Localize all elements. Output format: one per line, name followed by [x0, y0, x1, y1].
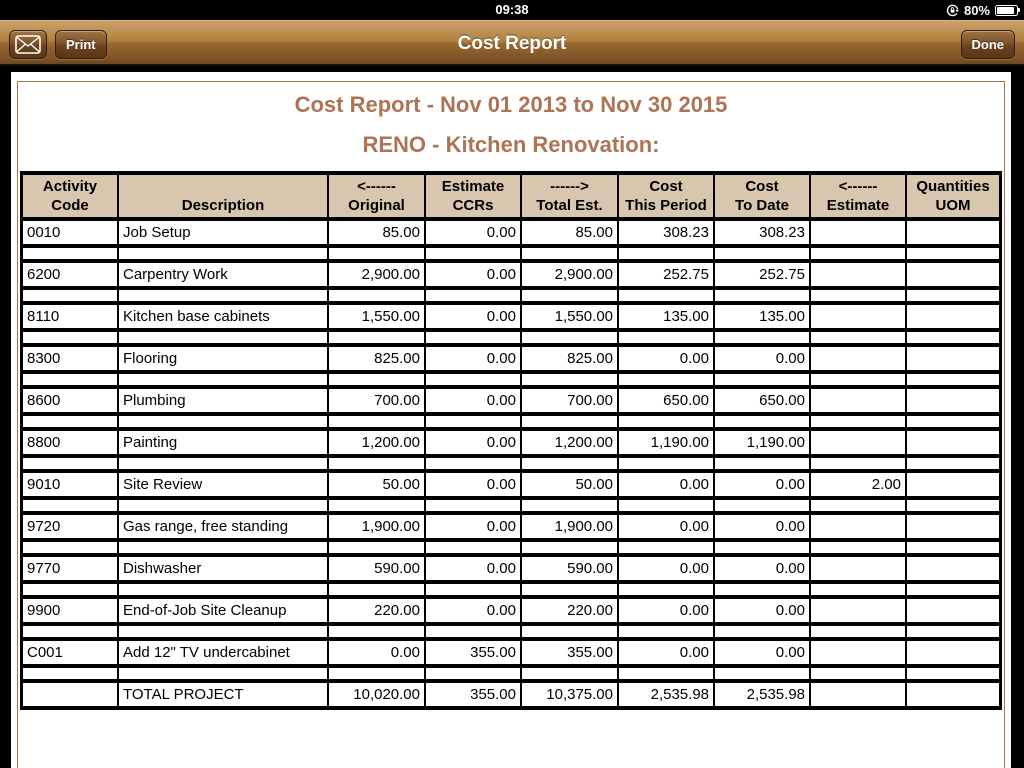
spacer-cell-total-est — [521, 540, 618, 555]
spacer-cell-quantities-uom — [906, 414, 1000, 429]
cell-total-est: 590.00 — [521, 555, 618, 582]
table-row — [22, 261, 1000, 288]
cell-cost-to-date: 308.23 — [714, 219, 810, 246]
header-row — [22, 173, 1000, 219]
cell-cost-this-period: 650.00 — [618, 387, 714, 414]
cell-estimate — [810, 387, 906, 414]
spacer-cell-estimate-ccrs — [425, 246, 521, 261]
rotation-lock-icon — [946, 4, 959, 17]
spacer-cell-cost-this-period — [618, 582, 714, 597]
table-body — [22, 219, 1000, 708]
spacer-cell-estimate — [810, 582, 906, 597]
spacer-cell-estimate — [810, 624, 906, 639]
spacer-cell-cost-this-period — [618, 414, 714, 429]
spacer-row — [22, 288, 1000, 303]
cell-activity-code: 6200 — [22, 261, 118, 288]
spacer-cell-estimate-ccrs — [425, 498, 521, 513]
spacer-row — [22, 372, 1000, 387]
cell-original: 825.00 — [328, 345, 425, 372]
spacer-cell-original — [328, 540, 425, 555]
clock: 09:38 — [495, 2, 529, 17]
cell-original: 700.00 — [328, 387, 425, 414]
spacer-cell-cost-to-date — [714, 624, 810, 639]
cell-quantities-uom — [906, 429, 1000, 456]
spacer-cell-total-est — [521, 414, 618, 429]
cell-estimate — [810, 681, 906, 708]
spacer-cell-estimate-ccrs — [425, 582, 521, 597]
cell-description: End-of-Job Site Cleanup — [118, 597, 328, 624]
cell-estimate-ccrs: 0.00 — [425, 429, 521, 456]
spacer-cell-activity-code — [22, 456, 118, 471]
cell-cost-to-date: 1,190.00 — [714, 429, 810, 456]
header-estimate-ccrs: Estimate CCRs — [425, 173, 521, 219]
spacer-cell-activity-code — [22, 582, 118, 597]
battery-percent: 80% — [963, 2, 990, 18]
cell-estimate-ccrs: 355.00 — [425, 639, 521, 666]
envelope-icon — [15, 35, 41, 54]
toolbar — [0, 20, 1024, 66]
cell-activity-code: 8110 — [22, 303, 118, 330]
print-button[interactable]: Print — [55, 30, 107, 59]
cell-total-est: 1,550.00 — [521, 303, 618, 330]
total-row — [22, 681, 1000, 708]
spacer-cell-estimate — [810, 456, 906, 471]
cell-cost-this-period: 0.00 — [618, 345, 714, 372]
spacer-cell-original — [328, 624, 425, 639]
cell-total-est: 700.00 — [521, 387, 618, 414]
spacer-cell-estimate — [810, 330, 906, 345]
spacer-cell-total-est — [521, 666, 618, 681]
cell-quantities-uom — [906, 471, 1000, 498]
spacer-cell-description — [118, 372, 328, 387]
cell-total-est: 825.00 — [521, 345, 618, 372]
cell-estimate — [810, 555, 906, 582]
cell-total-est: 85.00 — [521, 219, 618, 246]
spacer-row — [22, 624, 1000, 639]
spacer-cell-description — [118, 288, 328, 303]
spacer-cell-cost-to-date — [714, 540, 810, 555]
cell-cost-this-period: 0.00 — [618, 555, 714, 582]
spacer-cell-estimate — [810, 498, 906, 513]
table-row — [22, 639, 1000, 666]
table-row — [22, 219, 1000, 246]
cell-cost-this-period: 0.00 — [618, 639, 714, 666]
cost-table — [20, 171, 1002, 710]
spacer-row — [22, 414, 1000, 429]
cell-description: Kitchen base cabinets — [118, 303, 328, 330]
cell-estimate-ccrs: 0.00 — [425, 555, 521, 582]
report-subtitle: RENO - Kitchen Renovation: — [362, 132, 660, 157]
spacer-cell-total-est — [521, 582, 618, 597]
battery-icon — [995, 5, 1018, 16]
mail-button[interactable] — [9, 30, 47, 59]
cell-activity-code: 9770 — [22, 555, 118, 582]
header-total-est: ------> Total Est. — [521, 173, 618, 219]
spacer-cell-cost-this-period — [618, 498, 714, 513]
spacer-cell-activity-code — [22, 414, 118, 429]
spacer-row — [22, 582, 1000, 597]
spacer-cell-cost-to-date — [714, 414, 810, 429]
cell-estimate-ccrs: 0.00 — [425, 345, 521, 372]
cell-estimate — [810, 219, 906, 246]
spacer-cell-cost-this-period — [618, 330, 714, 345]
cell-estimate-ccrs: 0.00 — [425, 471, 521, 498]
spacer-cell-cost-this-period — [618, 540, 714, 555]
spacer-cell-original — [328, 414, 425, 429]
spacer-cell-estimate — [810, 288, 906, 303]
spacer-cell-estimate-ccrs — [425, 414, 521, 429]
report-title: Cost Report - Nov 01 2013 to Nov 30 2015 — [294, 92, 728, 117]
cell-estimate-ccrs: 0.00 — [425, 219, 521, 246]
cell-cost-this-period: 252.75 — [618, 261, 714, 288]
table-row — [22, 345, 1000, 372]
spacer-cell-total-est — [521, 246, 618, 261]
table-row — [22, 471, 1000, 498]
table-row — [22, 513, 1000, 540]
cell-estimate — [810, 429, 906, 456]
cell-activity-code: 8300 — [22, 345, 118, 372]
cell-cost-this-period: 2,535.98 — [618, 681, 714, 708]
cell-quantities-uom — [906, 387, 1000, 414]
cell-original: 85.00 — [328, 219, 425, 246]
spacer-cell-estimate — [810, 414, 906, 429]
spacer-row — [22, 246, 1000, 261]
spacer-cell-original — [328, 288, 425, 303]
spacer-cell-original — [328, 456, 425, 471]
spacer-cell-description — [118, 246, 328, 261]
spacer-row — [22, 498, 1000, 513]
spacer-cell-original — [328, 246, 425, 261]
spacer-cell-cost-to-date — [714, 666, 810, 681]
spacer-cell-activity-code — [22, 288, 118, 303]
cell-estimate — [810, 597, 906, 624]
cell-estimate-ccrs: 0.00 — [425, 303, 521, 330]
table-row — [22, 303, 1000, 330]
cell-cost-to-date: 2,535.98 — [714, 681, 810, 708]
spacer-cell-estimate-ccrs — [425, 288, 521, 303]
spacer-cell-cost-this-period — [618, 246, 714, 261]
spacer-cell-cost-this-period — [618, 288, 714, 303]
cell-cost-to-date: 0.00 — [714, 513, 810, 540]
spacer-row — [22, 666, 1000, 681]
cell-estimate — [810, 261, 906, 288]
spacer-cell-activity-code — [22, 498, 118, 513]
spacer-cell-total-est — [521, 330, 618, 345]
cell-cost-to-date: 0.00 — [714, 555, 810, 582]
spacer-cell-cost-to-date — [714, 330, 810, 345]
spacer-cell-description — [118, 498, 328, 513]
spacer-cell-cost-to-date — [714, 246, 810, 261]
cell-cost-to-date: 0.00 — [714, 639, 810, 666]
spacer-cell-activity-code — [22, 666, 118, 681]
cell-cost-this-period: 0.00 — [618, 471, 714, 498]
spacer-cell-original — [328, 582, 425, 597]
cell-description: Plumbing — [118, 387, 328, 414]
cell-cost-to-date: 252.75 — [714, 261, 810, 288]
report-frame — [17, 81, 1005, 768]
spacer-cell-total-est — [521, 456, 618, 471]
spacer-cell-total-est — [521, 624, 618, 639]
spacer-cell-total-est — [521, 372, 618, 387]
spacer-cell-estimate-ccrs — [425, 540, 521, 555]
spacer-cell-original — [328, 372, 425, 387]
table-row — [22, 555, 1000, 582]
cell-quantities-uom — [906, 261, 1000, 288]
cell-activity-code: 9720 — [22, 513, 118, 540]
cell-cost-to-date: 0.00 — [714, 597, 810, 624]
cell-cost-this-period: 135.00 — [618, 303, 714, 330]
cell-description: TOTAL PROJECT — [118, 681, 328, 708]
cell-activity-code: C001 — [22, 639, 118, 666]
spacer-cell-activity-code — [22, 540, 118, 555]
spacer-cell-estimate-ccrs — [425, 372, 521, 387]
cell-original: 1,900.00 — [328, 513, 425, 540]
table-row — [22, 429, 1000, 456]
spacer-cell-quantities-uom — [906, 246, 1000, 261]
cell-estimate — [810, 303, 906, 330]
header-estimate: <------ Estimate — [810, 173, 906, 219]
cell-quantities-uom — [906, 303, 1000, 330]
cell-description: Painting — [118, 429, 328, 456]
cell-estimate-ccrs: 0.00 — [425, 597, 521, 624]
spacer-cell-activity-code — [22, 372, 118, 387]
spacer-cell-cost-to-date — [714, 456, 810, 471]
cell-quantities-uom — [906, 639, 1000, 666]
spacer-cell-description — [118, 624, 328, 639]
done-button[interactable]: Done — [961, 30, 1016, 59]
spacer-cell-description — [118, 414, 328, 429]
spacer-cell-cost-to-date — [714, 288, 810, 303]
cell-estimate-ccrs: 0.00 — [425, 387, 521, 414]
cell-description: Dishwasher — [118, 555, 328, 582]
cell-original: 0.00 — [328, 639, 425, 666]
header-cost-to-date: Cost To Date — [714, 173, 810, 219]
spacer-row — [22, 540, 1000, 555]
spacer-cell-quantities-uom — [906, 624, 1000, 639]
cell-quantities-uom — [906, 555, 1000, 582]
cell-total-est: 355.00 — [521, 639, 618, 666]
spacer-cell-activity-code — [22, 246, 118, 261]
spacer-cell-original — [328, 666, 425, 681]
cell-description: Carpentry Work — [118, 261, 328, 288]
cell-estimate-ccrs: 0.00 — [425, 513, 521, 540]
spacer-cell-cost-to-date — [714, 498, 810, 513]
spacer-cell-quantities-uom — [906, 288, 1000, 303]
spacer-cell-cost-this-period — [618, 624, 714, 639]
spacer-cell-cost-this-period — [618, 372, 714, 387]
spacer-cell-cost-to-date — [714, 372, 810, 387]
header-activity-code: Activity Code — [22, 173, 118, 219]
header-quantities-uom: Quantities UOM — [906, 173, 1000, 219]
cell-total-est: 1,900.00 — [521, 513, 618, 540]
cell-total-est: 1,200.00 — [521, 429, 618, 456]
cell-activity-code — [22, 681, 118, 708]
cell-cost-to-date: 0.00 — [714, 345, 810, 372]
cell-total-est: 2,900.00 — [521, 261, 618, 288]
spacer-cell-original — [328, 330, 425, 345]
spacer-cell-estimate-ccrs — [425, 330, 521, 345]
cell-estimate-ccrs: 355.00 — [425, 681, 521, 708]
cell-quantities-uom — [906, 681, 1000, 708]
cell-quantities-uom — [906, 513, 1000, 540]
spacer-cell-activity-code — [22, 330, 118, 345]
cell-cost-this-period: 0.00 — [618, 597, 714, 624]
cell-quantities-uom — [906, 597, 1000, 624]
spacer-cell-estimate-ccrs — [425, 666, 521, 681]
cell-cost-this-period: 0.00 — [618, 513, 714, 540]
cell-total-est: 220.00 — [521, 597, 618, 624]
cell-original: 10,020.00 — [328, 681, 425, 708]
cell-quantities-uom — [906, 345, 1000, 372]
cell-estimate: 2.00 — [810, 471, 906, 498]
cell-activity-code: 0010 — [22, 219, 118, 246]
header-description: Description — [118, 173, 328, 219]
cell-activity-code: 8600 — [22, 387, 118, 414]
spacer-cell-quantities-uom — [906, 582, 1000, 597]
spacer-cell-estimate — [810, 372, 906, 387]
cell-estimate — [810, 639, 906, 666]
spacer-cell-quantities-uom — [906, 456, 1000, 471]
cell-total-est: 50.00 — [521, 471, 618, 498]
spacer-cell-estimate — [810, 246, 906, 261]
spacer-cell-cost-to-date — [714, 582, 810, 597]
cell-description: Job Setup — [118, 219, 328, 246]
spacer-row — [22, 456, 1000, 471]
cell-total-est: 10,375.00 — [521, 681, 618, 708]
spacer-cell-description — [118, 582, 328, 597]
cell-activity-code: 9900 — [22, 597, 118, 624]
cell-cost-to-date: 0.00 — [714, 471, 810, 498]
cell-cost-to-date: 135.00 — [714, 303, 810, 330]
toolbar-title: Cost Report — [457, 33, 567, 54]
header-original: <------ Original — [328, 173, 425, 219]
spacer-cell-description — [118, 666, 328, 681]
spacer-cell-original — [328, 498, 425, 513]
table-row — [22, 387, 1000, 414]
cell-activity-code: 9010 — [22, 471, 118, 498]
cell-original: 1,200.00 — [328, 429, 425, 456]
cell-estimate — [810, 513, 906, 540]
spacer-cell-estimate — [810, 666, 906, 681]
table-row — [22, 597, 1000, 624]
cell-cost-to-date: 650.00 — [714, 387, 810, 414]
spacer-cell-description — [118, 540, 328, 555]
spacer-cell-quantities-uom — [906, 498, 1000, 513]
cell-description: Flooring — [118, 345, 328, 372]
spacer-cell-quantities-uom — [906, 666, 1000, 681]
cell-quantities-uom — [906, 219, 1000, 246]
cell-cost-this-period: 308.23 — [618, 219, 714, 246]
spacer-row — [22, 330, 1000, 345]
spacer-cell-estimate-ccrs — [425, 456, 521, 471]
spacer-cell-estimate — [810, 540, 906, 555]
cell-estimate-ccrs: 0.00 — [425, 261, 521, 288]
spacer-cell-quantities-uom — [906, 330, 1000, 345]
cell-original: 220.00 — [328, 597, 425, 624]
header-cost-this-period: Cost This Period — [618, 173, 714, 219]
spacer-cell-description — [118, 456, 328, 471]
spacer-cell-total-est — [521, 498, 618, 513]
report-page — [11, 72, 1011, 768]
table-header — [22, 173, 1000, 219]
cell-original: 50.00 — [328, 471, 425, 498]
spacer-cell-quantities-uom — [906, 372, 1000, 387]
cell-activity-code: 8800 — [22, 429, 118, 456]
cell-original: 2,900.00 — [328, 261, 425, 288]
cell-original: 590.00 — [328, 555, 425, 582]
cell-description: Add 12" TV undercabinet — [118, 639, 328, 666]
spacer-cell-cost-this-period — [618, 666, 714, 681]
cell-description: Site Review — [118, 471, 328, 498]
spacer-cell-estimate-ccrs — [425, 624, 521, 639]
spacer-cell-description — [118, 330, 328, 345]
cell-original: 1,550.00 — [328, 303, 425, 330]
cell-estimate — [810, 345, 906, 372]
cell-cost-this-period: 1,190.00 — [618, 429, 714, 456]
spacer-cell-quantities-uom — [906, 540, 1000, 555]
status-bar — [0, 0, 1024, 20]
spacer-cell-activity-code — [22, 624, 118, 639]
spacer-cell-cost-this-period — [618, 456, 714, 471]
spacer-cell-total-est — [521, 288, 618, 303]
cell-description: Gas range, free standing — [118, 513, 328, 540]
